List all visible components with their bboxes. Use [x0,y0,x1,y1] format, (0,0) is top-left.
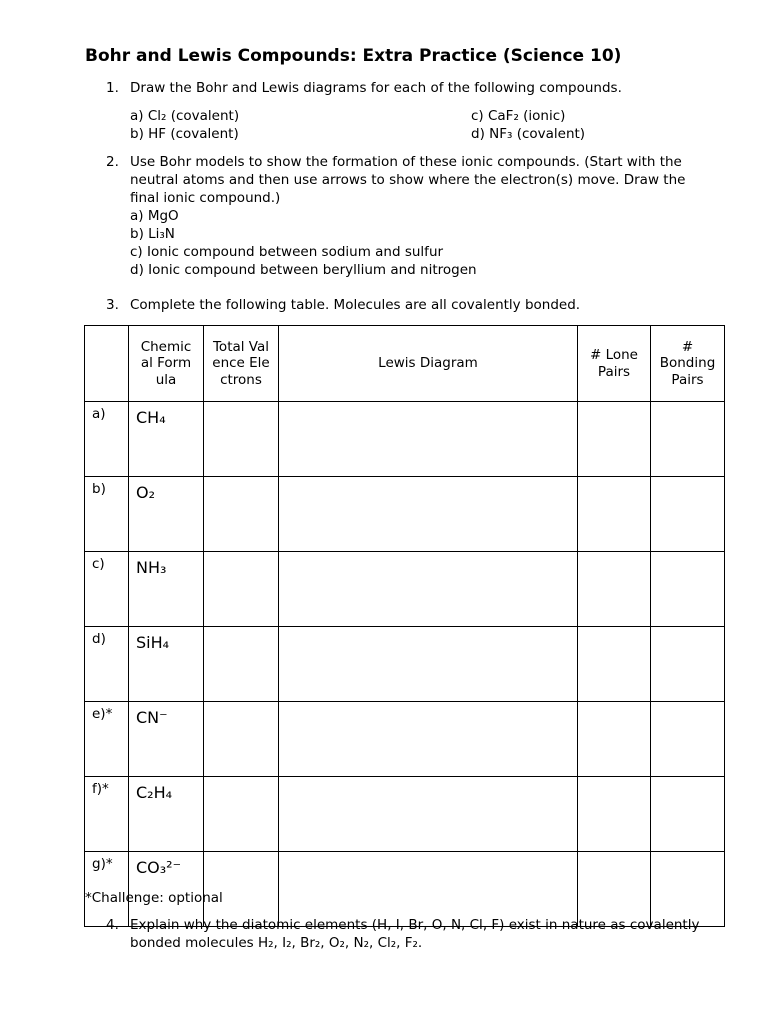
q2-item-d: d) Ionic compound between beryllium and nitrogen [130,262,477,278]
table-row [85,552,725,627]
lewis-diagram-cell [279,777,578,852]
bonding-pairs-cell [651,552,725,627]
q1-item-a: a) Cl₂ (covalent) [130,108,240,124]
molecule-table [84,325,725,927]
q2-compound-list [130,207,718,279]
row-letter: b) [85,477,129,552]
chemical-formula: NH₃ [129,552,204,627]
q3-number: 3. [106,297,119,313]
row-letter: d) [85,627,129,702]
row-letter: c) [85,552,129,627]
chemical-formula: CN⁻ [129,702,204,777]
row-letter: g)* [85,852,129,927]
q4-number: 4. [106,917,119,933]
valence-electrons-cell [204,552,279,627]
lewis-diagram-cell [279,627,578,702]
table-header-row [85,326,725,402]
header-total-valence-electrons: Total Valence Electrons [204,326,279,402]
challenge-footnote: *Challenge: optional [85,890,223,906]
q2-item-a: a) MgO [130,208,179,224]
q2-number: 2. [106,154,119,170]
lone-pairs-cell [578,477,651,552]
valence-electrons-cell [204,777,279,852]
q2-block [130,153,718,279]
lone-pairs-cell [578,402,651,477]
chemical-formula: SiH₄ [129,627,204,702]
table-row [85,627,725,702]
header-lone-pairs: # Lone Pairs [578,326,651,402]
q1-item-d: d) NF₃ (covalent) [471,126,586,142]
bonding-pairs-cell [651,702,725,777]
lone-pairs-cell [578,702,651,777]
header-bonding-pairs: # Bonding Pairs [651,326,725,402]
q2-text: Use Bohr models to show the formation of these ionic compounds. (Start with the neutral atoms and then use arrows to show where the electron(s) move. Draw the final ionic compound.) [130,154,686,206]
q1-number: 1. [106,80,119,96]
table-body [85,402,725,927]
lewis-diagram-cell [279,702,578,777]
bonding-pairs-cell [651,777,725,852]
bonding-pairs-cell [651,402,725,477]
page-title: Bohr and Lewis Compounds: Extra Practice (Science 10) [85,46,622,66]
q2-item-b: b) Li₃N [130,226,175,242]
lewis-diagram-cell [279,477,578,552]
chemical-formula: CH₄ [129,402,204,477]
lewis-diagram-cell [279,402,578,477]
lewis-diagram-cell [279,552,578,627]
row-letter: e)* [85,702,129,777]
row-letter: f)* [85,777,129,852]
header-chemical-formula: Chemical Formula [129,326,204,402]
header-lewis-diagram: Lewis Diagram [279,326,578,402]
q4-text: Explain why the diatomic elements (H, I, Br, O, N, Cl, F) exist in nature as covalently bonded molecules H₂, I₂, Br₂, O₂, N₂, Cl₂, F₂. [130,917,700,951]
row-letter: a) [85,402,129,477]
table-row [85,477,725,552]
table-row [85,402,725,477]
table-row [85,702,725,777]
q3-text: Complete the following table. Molecules are all covalently bonded. [130,297,581,313]
lone-pairs-cell [578,552,651,627]
lone-pairs-cell [578,777,651,852]
chemical-formula: O₂ [129,477,204,552]
q1-item-c: c) CaF₂ (ionic) [471,108,566,124]
bonding-pairs-cell [651,477,725,552]
q1-text: Draw the Bohr and Lewis diagrams for each of the following compounds. [130,80,622,96]
bonding-pairs-cell [651,627,725,702]
valence-electrons-cell [204,477,279,552]
header-letter [85,326,129,402]
valence-electrons-cell [204,402,279,477]
valence-electrons-cell [204,627,279,702]
q2-item-c: c) Ionic compound between sodium and sulfur [130,244,444,260]
table-row [85,777,725,852]
q1-item-b: b) HF (covalent) [130,126,239,142]
lone-pairs-cell [578,627,651,702]
chemical-formula: CO₃²⁻ [129,852,204,927]
q1-compound-list [130,107,600,143]
chemical-formula: C₂H₄ [129,777,204,852]
valence-electrons-cell [204,702,279,777]
